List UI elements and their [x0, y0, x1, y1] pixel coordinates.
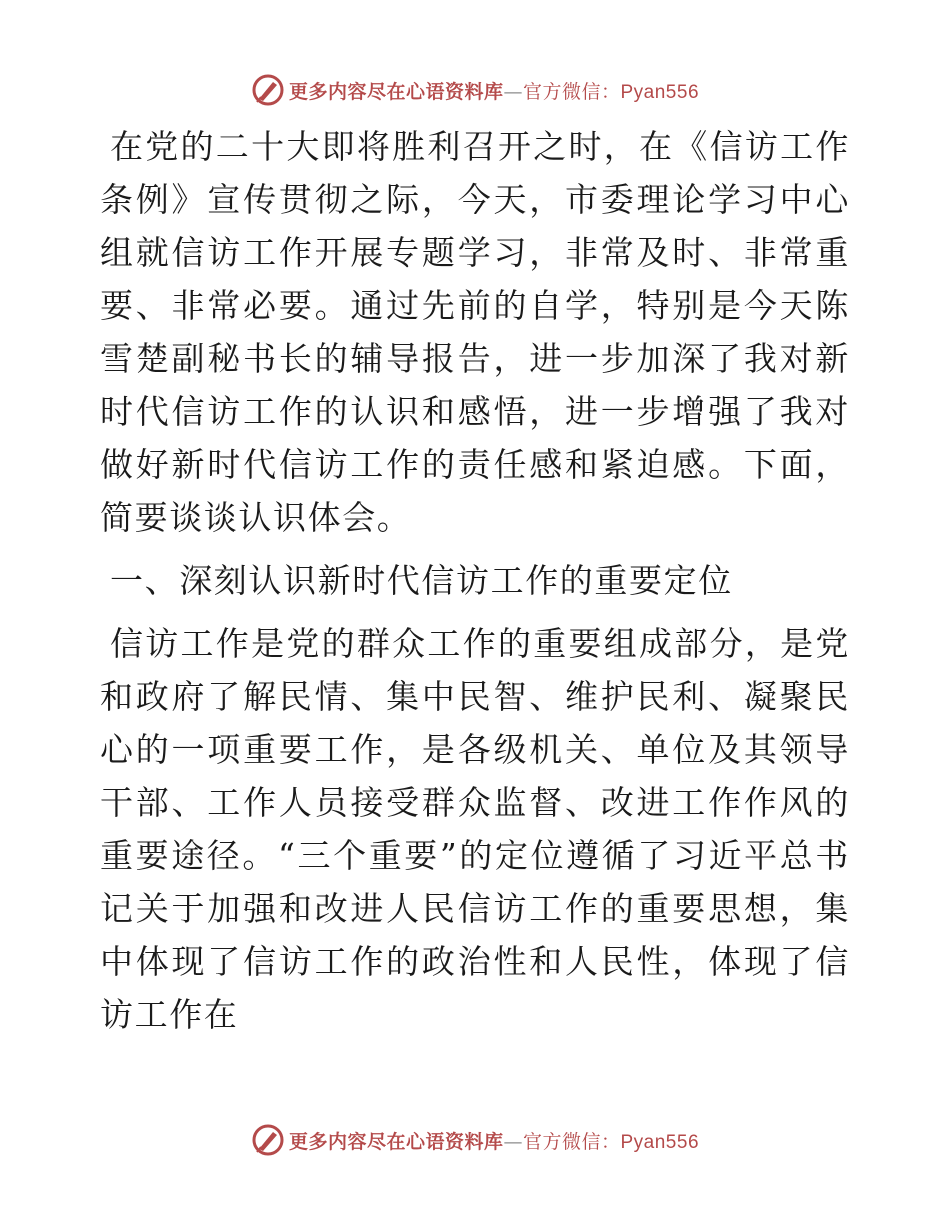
- paragraph-1: 在党的二十大即将胜利召开之时，在《信访工作条例》宣传贯彻之际，今天，市委理论学习中心组就信访工作开展专题学习，非常及时、非常重要、非常必要。通过先前的自学，特别是今天陈雪楚副秘书长的辅导报告，进一步加深了我对新时代信访工作的认识和感悟，进一步增强了我对做好新时代信访工作的责任感和紧迫感。下面，简要谈谈认识体会。: [100, 127, 850, 537]
- banner-label: 官方微信：: [522, 1130, 621, 1153]
- header-banner: [0, 70, 950, 110]
- banner-text: [289, 77, 699, 104]
- quill-logo-icon: [251, 1123, 285, 1157]
- paragraph-2: 信访工作是党的群众工作的重要组成部分，是党和政府了解民情、集中民智、维护民利、凝聚民心的一项重要工作，是各级机关、单位及其领导干部、工作人员接受群众监督、改进工作作风的重要途径。“三个重要”的定位遵循了习近平总书记关于加强和改进人民信访工作的重要思想，集中体现了信访工作的政治性和人民性，体现了信访工作在: [100, 624, 850, 1034]
- quill-logo-icon: [251, 73, 285, 107]
- banner-label: 官方微信：: [522, 80, 621, 103]
- banner-brand: 更多内容尽在心语资料库: [288, 1130, 504, 1153]
- banner-dash: —: [503, 1130, 523, 1153]
- document-body: [100, 120, 850, 1041]
- banner-dash: —: [503, 80, 523, 103]
- banner-text: [289, 1127, 699, 1154]
- banner-brand: 更多内容尽在心语资料库: [288, 80, 504, 103]
- banner-wechat-id: Pyan556: [620, 1131, 700, 1153]
- footer-banner: [0, 1120, 950, 1160]
- section-heading-1: 一、深刻认识新时代信访工作的重要定位: [110, 561, 733, 600]
- banner-wechat-id: Pyan556: [620, 81, 700, 103]
